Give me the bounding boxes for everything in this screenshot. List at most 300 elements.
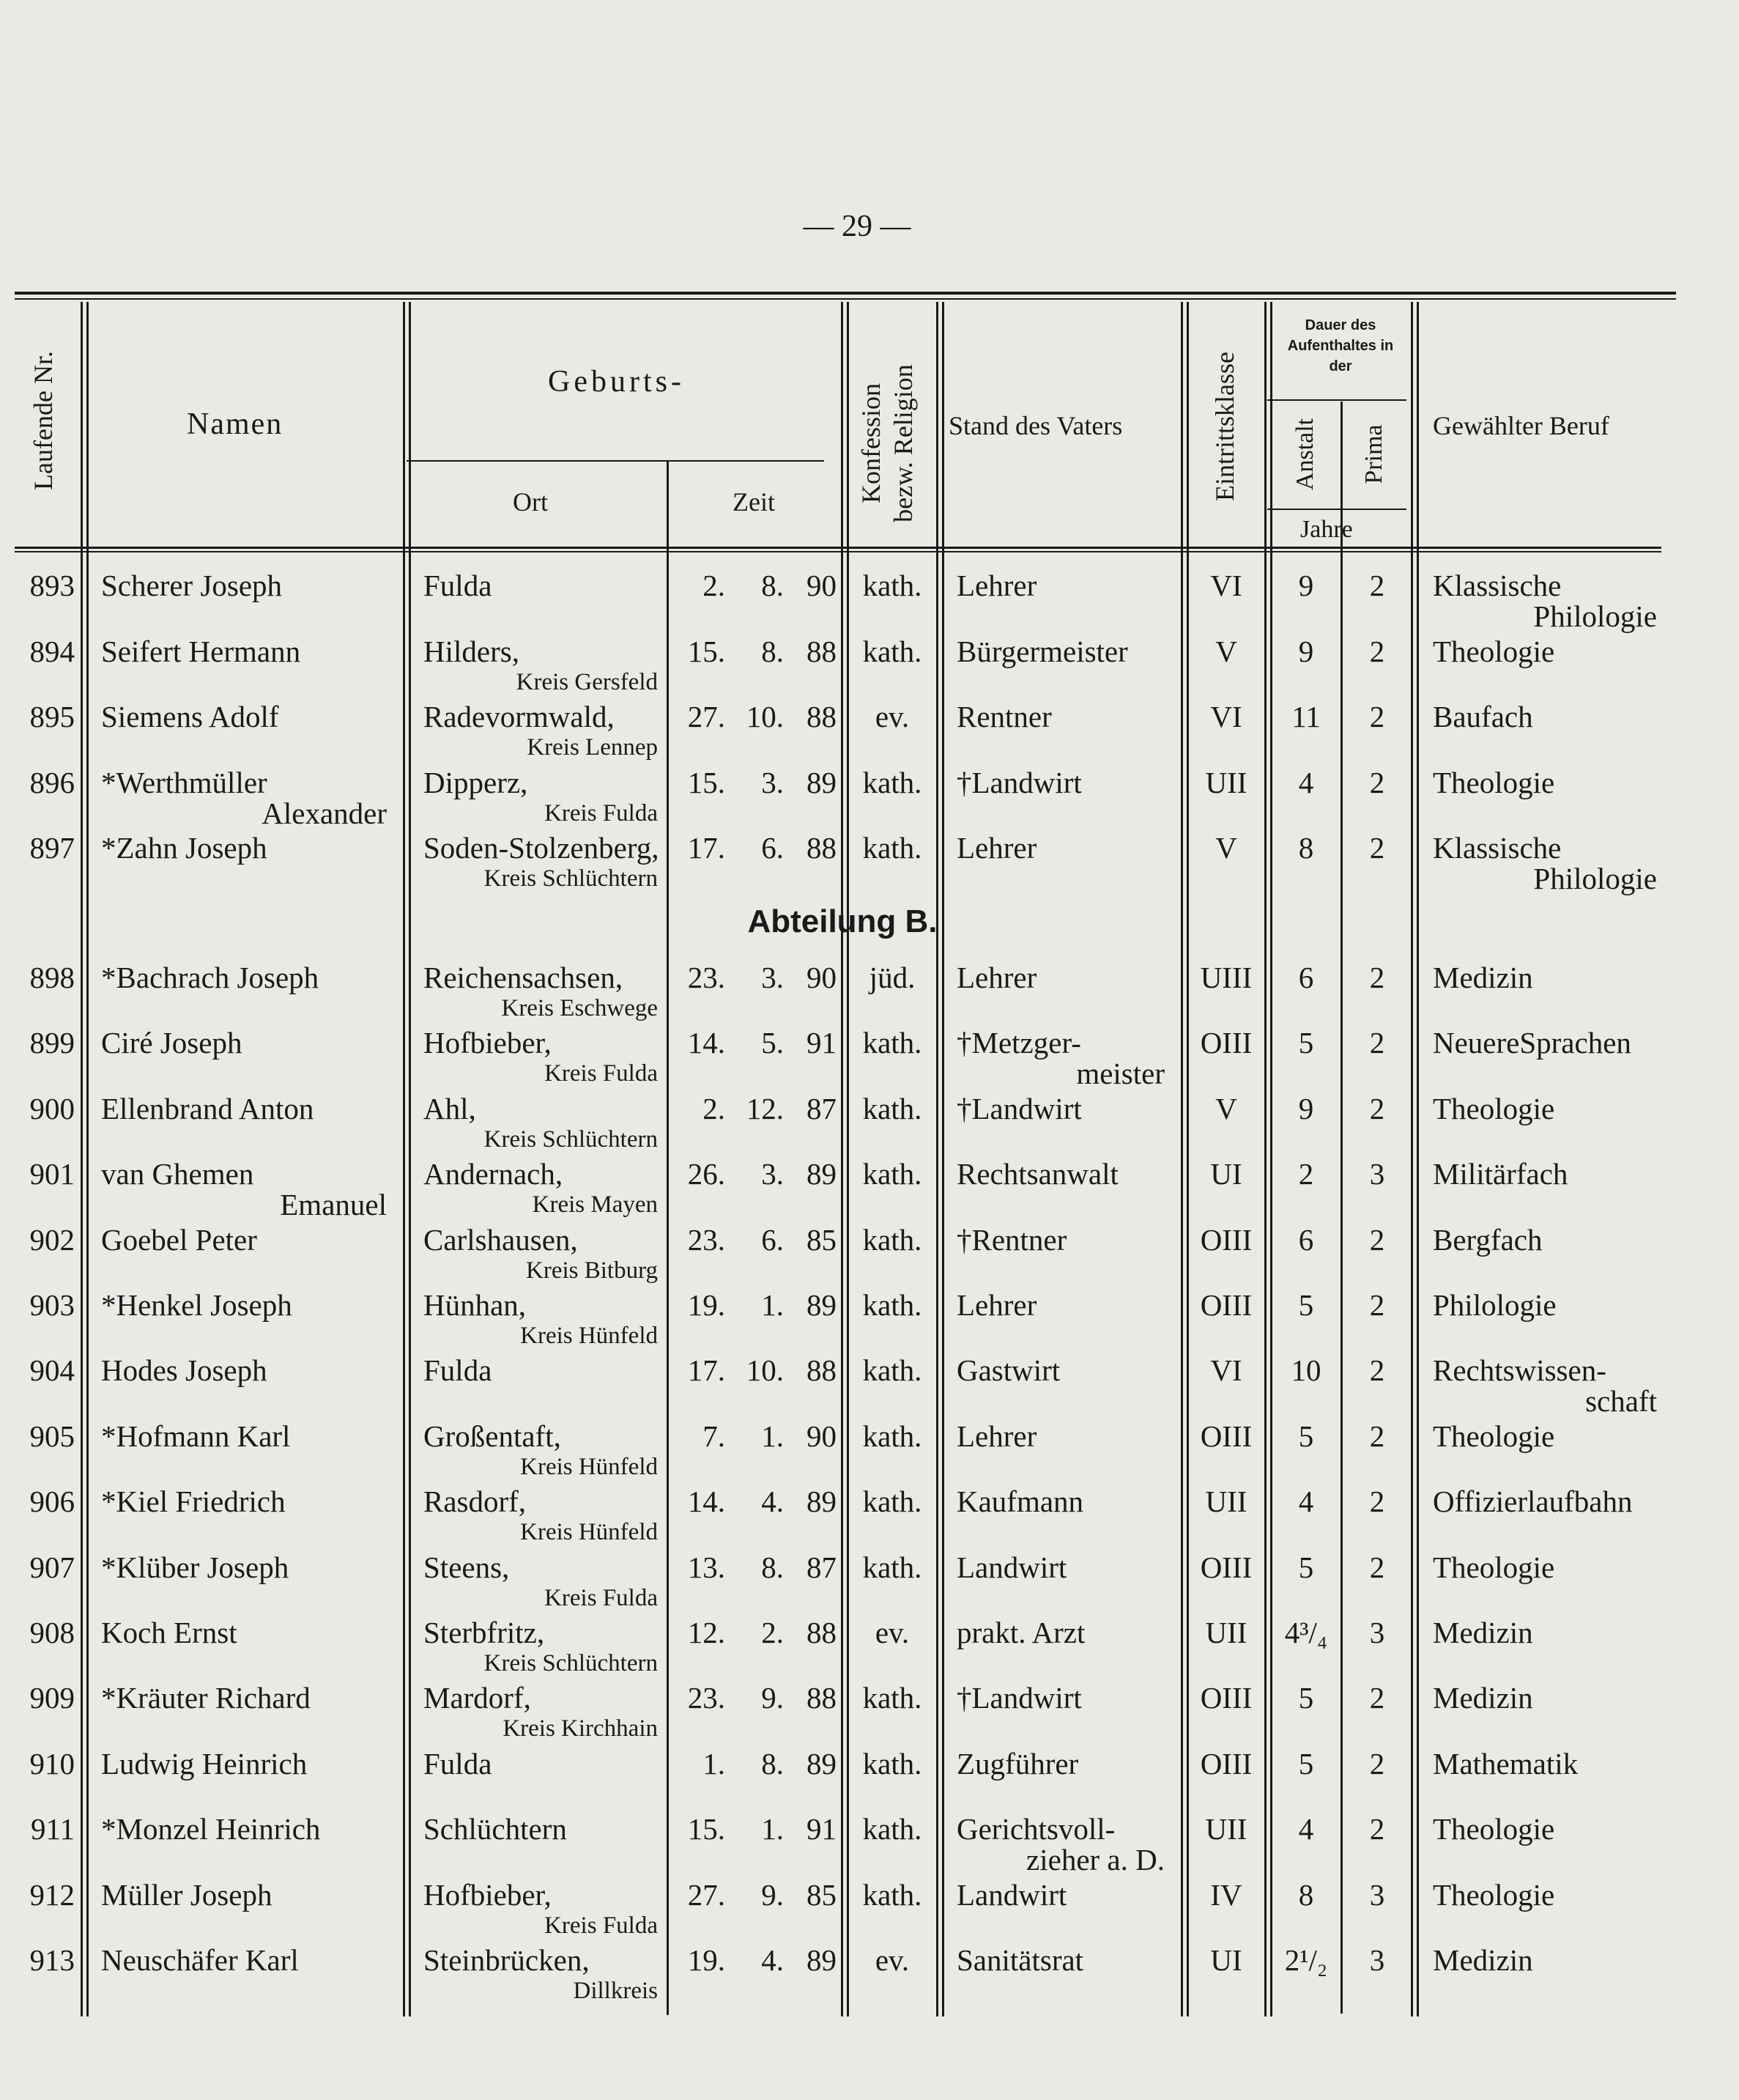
row-beruf: Bergfach: [1433, 1222, 1543, 1257]
row-year: 85: [807, 1222, 837, 1257]
row-konfession: kath.: [862, 1288, 922, 1322]
row-ort: Radevormwald,: [423, 700, 615, 733]
row-anstalt: 8: [1298, 1877, 1314, 1912]
header-konfession: [855, 337, 921, 550]
row-ort: Fulda: [423, 1746, 492, 1781]
row-day: 2.: [702, 1091, 725, 1125]
row-stand: Rentner: [957, 700, 1052, 733]
row-anstalt: 2¹/₂: [1284, 1943, 1328, 1977]
row-konfession: kath.: [862, 1353, 922, 1388]
row-konfession: kath.: [862, 1746, 922, 1781]
col-line: [936, 302, 938, 2016]
row-name: *Kiel Friedrich: [101, 1485, 286, 1519]
row-month: 4.: [761, 1943, 784, 1977]
row-ort: Carlshausen,: [423, 1222, 578, 1257]
row-anstalt: 9: [1298, 569, 1314, 602]
row-year: 91: [807, 1812, 837, 1846]
row-anstalt: 6: [1298, 1222, 1314, 1257]
row-ort: Dipperz,: [423, 765, 528, 799]
row-year: 90: [807, 569, 837, 602]
row-stand-cont: zieher a. D.: [1026, 1843, 1165, 1877]
row-day: 1.: [702, 1746, 725, 1781]
row-beruf: Militärfach: [1433, 1157, 1568, 1191]
header-stand: Stand des Vaters: [949, 411, 1123, 440]
row-beruf: Theologie: [1433, 1091, 1555, 1125]
row-klasse: V: [1215, 831, 1237, 865]
row-prima: 2: [1369, 961, 1385, 994]
row-name: Ludwig Heinrich: [101, 1746, 308, 1781]
row-name: Ellenbrand Anton: [101, 1091, 314, 1125]
row-stand: Sanitätsrat: [957, 1943, 1084, 1977]
row-month: 8.: [761, 569, 784, 602]
row-day: 13.: [687, 1550, 725, 1584]
top-rule-thin: [15, 298, 1676, 300]
row-konfession: kath.: [862, 1877, 922, 1912]
row-stand: prakt. Arzt: [957, 1616, 1086, 1649]
row-beruf: Theologie: [1433, 1812, 1555, 1846]
row-konfession: kath.: [862, 1681, 922, 1715]
row-ort: Soden-Stolzenberg,: [423, 831, 659, 865]
konfession-label: Konfession bezw. Religion: [856, 364, 918, 522]
row-ort: Hünhan,: [423, 1288, 527, 1322]
row-ort: Steens,: [423, 1550, 510, 1584]
row-beruf: Klassische: [1433, 831, 1562, 865]
row-beruf: Medizin: [1433, 1681, 1533, 1715]
row-beruf: Theologie: [1433, 634, 1555, 668]
row-beruf: Medizin: [1433, 1616, 1533, 1649]
row-kreis: Kreis Fulda: [544, 1912, 658, 1939]
row-beruf-cont: Philologie: [1533, 862, 1657, 895]
row-year: 88: [807, 1681, 837, 1715]
row-kreis: Kreis Fulda: [544, 1584, 658, 1611]
row-stand: Zugführer: [957, 1746, 1079, 1781]
row-nr: 907: [29, 1550, 75, 1584]
row-beruf: Theologie: [1433, 1877, 1555, 1912]
row-kreis: Kreis Hünfeld: [520, 1323, 658, 1349]
row-prima: 2: [1369, 831, 1385, 865]
row-anstalt: 4³/₄: [1284, 1616, 1328, 1649]
row-klasse: VI: [1210, 569, 1242, 602]
row-stand-cont: meister: [1076, 1057, 1165, 1091]
row-name: *Bachrach Joseph: [101, 961, 319, 994]
row-prima: 2: [1369, 569, 1385, 602]
row-nr: 898: [29, 961, 75, 994]
row-kreis: Kreis Schlüchtern: [483, 1125, 658, 1153]
row-month: 9.: [761, 1681, 784, 1715]
row-ort: Sterbfritz,: [423, 1616, 545, 1649]
row-year: 89: [807, 1746, 837, 1781]
row-stand: Landwirt: [957, 1550, 1067, 1584]
row-anstalt: 10: [1291, 1353, 1321, 1388]
row-nr: 903: [29, 1288, 75, 1322]
row-name: *Kräuter Richard: [101, 1681, 311, 1715]
row-beruf: Theologie: [1433, 765, 1555, 799]
row-name: Seifert Hermann: [101, 634, 301, 668]
row-anstalt: 5: [1298, 1419, 1314, 1453]
row-nr: 906: [29, 1485, 75, 1519]
row-konfession: kath.: [862, 569, 922, 602]
header-anstalt: Anstalt: [1291, 418, 1319, 491]
row-kreis: Kreis Hünfeld: [520, 1453, 658, 1480]
top-rule: [15, 292, 1676, 295]
row-ort: Andernach,: [423, 1157, 563, 1191]
row-day: 27.: [687, 1877, 725, 1912]
row-konfession: ev.: [875, 1616, 910, 1649]
row-day: 15.: [687, 634, 725, 668]
col-line: [403, 302, 405, 2016]
row-nr: 905: [29, 1419, 75, 1453]
header-prima: Prima: [1360, 424, 1387, 484]
row-prima: 2: [1369, 1222, 1385, 1257]
row-konfession: kath.: [862, 1222, 922, 1257]
row-nr: 904: [29, 1353, 75, 1388]
row-nr: 896: [29, 765, 75, 799]
row-day: 23.: [687, 961, 725, 994]
col-line: [1264, 302, 1267, 2016]
col-line: [409, 302, 411, 2016]
row-klasse: OIII: [1200, 1681, 1253, 1715]
row-kreis: Kreis Schlüchtern: [483, 1650, 658, 1676]
row-prima: 2: [1369, 1550, 1385, 1584]
row-stand: †Landwirt: [957, 1681, 1082, 1715]
row-year: 89: [807, 765, 837, 799]
row-beruf: NeuereSprachen: [1433, 1026, 1631, 1060]
row-anstalt: 11: [1291, 700, 1321, 733]
row-year: 91: [807, 1026, 837, 1060]
row-stand: Gerichtsvoll-: [957, 1812, 1116, 1846]
row-klasse: VI: [1210, 700, 1242, 733]
row-konfession: kath.: [862, 1550, 922, 1584]
header-zeit: Zeit: [733, 487, 775, 517]
row-beruf-cont: schaft: [1585, 1384, 1657, 1419]
row-klasse: OIII: [1200, 1550, 1253, 1584]
page-number: — 29 —: [803, 210, 911, 243]
row-beruf: Philologie: [1433, 1288, 1557, 1322]
row-day: 14.: [687, 1026, 725, 1060]
row-day: 17.: [687, 1353, 725, 1388]
row-klasse: UII: [1205, 1616, 1247, 1649]
row-anstalt: 5: [1298, 1746, 1314, 1781]
row-ort: Schlüchtern: [423, 1812, 567, 1846]
row-name: Ciré Joseph: [101, 1026, 242, 1060]
row-month: 4.: [761, 1485, 784, 1519]
row-name-cont: Alexander: [262, 796, 387, 830]
row-name: Siemens Adolf: [101, 700, 279, 733]
header-eintrittsklasse: Eintrittsklasse: [1210, 352, 1239, 501]
row-day: 26.: [687, 1157, 725, 1191]
row-ort: Mardorf,: [423, 1681, 531, 1715]
row-anstalt: 5: [1298, 1026, 1314, 1060]
row-month: 5.: [761, 1026, 784, 1060]
row-year: 89: [807, 1943, 837, 1977]
row-prima: 3: [1369, 1877, 1385, 1912]
row-stand: Lehrer: [957, 1419, 1037, 1453]
row-beruf: Medizin: [1433, 1943, 1533, 1977]
row-year: 89: [807, 1485, 837, 1519]
row-nr: 895: [29, 700, 75, 733]
row-nr: 902: [29, 1222, 75, 1257]
row-stand: Bürgermeister: [957, 634, 1128, 668]
row-kreis: Kreis Hünfeld: [520, 1519, 658, 1546]
col-line: [942, 302, 944, 2016]
row-year: 89: [807, 1157, 837, 1191]
row-prima: 2: [1369, 1353, 1385, 1388]
row-nr: 909: [29, 1681, 75, 1715]
row-prima: 2: [1369, 1812, 1385, 1846]
row-anstalt: 8: [1298, 831, 1314, 865]
row-beruf: Offizierlaufbahn: [1433, 1485, 1633, 1519]
header-beruf: Gewählter Beruf: [1433, 411, 1609, 440]
row-klasse: OIII: [1200, 1746, 1253, 1781]
row-kreis: Kreis Bitburg: [526, 1257, 658, 1284]
row-month: 3.: [761, 765, 784, 799]
row-prima: 2: [1369, 1746, 1385, 1781]
row-nr: 913: [29, 1943, 75, 1977]
row-day: 19.: [687, 1943, 725, 1977]
row-stand: Lehrer: [957, 569, 1037, 602]
row-day: 12.: [687, 1616, 725, 1649]
row-nr: 900: [29, 1091, 75, 1125]
row-konfession: jüd.: [869, 961, 916, 994]
row-prima: 3: [1369, 1616, 1385, 1649]
row-konfession: kath.: [862, 1485, 922, 1519]
row-konfession: ev.: [875, 700, 910, 733]
col-line: [86, 302, 89, 2016]
row-beruf: Mathematik: [1433, 1746, 1579, 1781]
row-day: 7.: [702, 1419, 725, 1453]
row-klasse: UII: [1205, 765, 1247, 799]
row-stand: Gastwirt: [957, 1353, 1061, 1388]
row-konfession: ev.: [875, 1943, 910, 1977]
row-prima: 3: [1369, 1943, 1385, 1977]
row-ort: Reichensachsen,: [423, 961, 623, 994]
row-ort: Hofbieber,: [423, 1877, 552, 1912]
row-kreis: Kreis Fulda: [544, 1060, 658, 1087]
header-jahre: Jahre: [1300, 516, 1353, 543]
header-namen: Namen: [187, 407, 283, 441]
row-name: *Monzel Heinrich: [101, 1812, 321, 1846]
row-anstalt: 9: [1298, 1091, 1314, 1125]
row-prima: 2: [1369, 634, 1385, 668]
row-kreis: Dillkreis: [573, 1978, 658, 2004]
row-name: Hodes Joseph: [101, 1353, 267, 1388]
row-beruf: Baufach: [1433, 700, 1533, 733]
row-anstalt: 4: [1298, 1485, 1314, 1519]
row-kreis: Kreis Eschwege: [501, 995, 658, 1021]
row-beruf-cont: Philologie: [1533, 599, 1657, 633]
row-konfession: kath.: [862, 1157, 922, 1191]
row-name: *Hofmann Karl: [101, 1419, 291, 1453]
row-anstalt: 5: [1298, 1550, 1314, 1584]
row-beruf: Theologie: [1433, 1419, 1555, 1453]
row-konfession: kath.: [862, 765, 922, 799]
row-ort: Hilders,: [423, 634, 519, 668]
row-year: 88: [807, 634, 837, 668]
row-klasse: UI: [1210, 1157, 1242, 1191]
row-konfession: kath.: [862, 831, 922, 865]
row-month: 10.: [746, 1353, 784, 1388]
row-ort: Großentaft,: [423, 1419, 561, 1453]
row-year: 89: [807, 1288, 837, 1322]
row-nr: 908: [29, 1616, 75, 1649]
col-line: [81, 302, 83, 2016]
row-stand: Rechtsanwalt: [957, 1157, 1119, 1191]
row-nr: 912: [29, 1877, 75, 1912]
row-day: 27.: [687, 700, 725, 733]
row-klasse: V: [1215, 634, 1237, 668]
row-ort: Ahl,: [423, 1091, 476, 1125]
row-year: 85: [807, 1877, 837, 1912]
row-ort: Rasdorf,: [423, 1485, 527, 1519]
row-name: *Klüber Joseph: [101, 1550, 289, 1584]
row-prima: 2: [1369, 1681, 1385, 1715]
row-prima: 2: [1369, 1419, 1385, 1453]
row-day: 17.: [687, 831, 725, 865]
row-name-cont: Emanuel: [280, 1188, 387, 1222]
row-konfession: kath.: [862, 634, 922, 668]
row-day: 19.: [687, 1288, 725, 1322]
row-stand: Kaufmann: [957, 1485, 1084, 1519]
row-month: 8.: [761, 634, 784, 668]
dauer-sub-rule: [1267, 399, 1406, 401]
row-name: *Werthmüller: [101, 765, 267, 799]
row-stand: Lehrer: [957, 961, 1037, 994]
row-stand: †Landwirt: [957, 1091, 1082, 1125]
row-klasse: OIII: [1200, 1222, 1253, 1257]
row-anstalt: 5: [1298, 1288, 1314, 1322]
row-day: 23.: [687, 1222, 725, 1257]
row-year: 90: [807, 961, 837, 994]
row-day: 2.: [702, 569, 725, 602]
row-beruf: Theologie: [1433, 1550, 1555, 1584]
row-prima: 2: [1369, 1091, 1385, 1125]
row-year: 88: [807, 831, 837, 865]
header-dauer: [1275, 315, 1406, 377]
row-beruf: Medizin: [1433, 961, 1533, 994]
col-line: [1341, 402, 1343, 2014]
row-klasse: V: [1215, 1091, 1237, 1125]
row-nr: 911: [31, 1812, 75, 1846]
row-name: Goebel Peter: [101, 1222, 257, 1257]
row-nr: 899: [29, 1026, 75, 1060]
row-konfession: kath.: [862, 1026, 922, 1060]
row-name: Scherer Joseph: [101, 569, 283, 602]
row-month: 8.: [761, 1746, 784, 1781]
row-anstalt: 5: [1298, 1681, 1314, 1715]
row-klasse: IV: [1210, 1877, 1242, 1912]
row-kreis: Kreis Schlüchtern: [483, 865, 658, 892]
header-ort: Ort: [513, 487, 548, 517]
row-ort: Fulda: [423, 569, 492, 602]
row-beruf: Rechtswissen-: [1433, 1353, 1606, 1388]
row-konfession: kath.: [862, 1812, 922, 1846]
row-kreis: Kreis Fulda: [544, 799, 658, 827]
row-anstalt: 9: [1298, 634, 1314, 668]
row-name: Koch Ernst: [101, 1616, 237, 1649]
row-month: 6.: [761, 1222, 784, 1257]
row-beruf: Klassische: [1433, 569, 1562, 602]
row-anstalt: 4: [1298, 765, 1314, 799]
row-klasse: OIII: [1200, 1419, 1253, 1453]
col-line: [1417, 302, 1419, 2016]
row-kreis: Kreis Gersfeld: [516, 668, 658, 695]
row-month: 1.: [761, 1419, 784, 1453]
header-rule: [15, 547, 1661, 549]
row-anstalt: 6: [1298, 961, 1314, 994]
row-klasse: UII: [1205, 1485, 1247, 1519]
row-prima: 2: [1369, 700, 1385, 733]
col-line: [1181, 302, 1183, 2016]
row-nr: 894: [29, 634, 75, 668]
row-month: 10.: [746, 700, 784, 733]
row-stand: †Rentner: [957, 1222, 1067, 1257]
row-name: van Ghemen: [101, 1157, 254, 1191]
row-month: 1.: [761, 1812, 784, 1846]
row-klasse: VI: [1210, 1353, 1242, 1388]
col-line: [847, 302, 849, 2016]
row-year: 87: [807, 1091, 837, 1125]
row-kreis: Kreis Mayen: [532, 1191, 658, 1219]
row-ort: Fulda: [423, 1353, 492, 1388]
row-month: 3.: [761, 961, 784, 994]
col-line: [1411, 302, 1413, 2016]
row-stand: Lehrer: [957, 1288, 1037, 1322]
row-month: 6.: [761, 831, 784, 865]
row-month: 9.: [761, 1877, 784, 1912]
row-klasse: UI: [1210, 1943, 1242, 1977]
header-rule-thin: [15, 551, 1661, 552]
row-klasse: UIII: [1200, 961, 1253, 994]
row-month: 8.: [761, 1550, 784, 1584]
row-klasse: UII: [1205, 1812, 1247, 1846]
row-klasse: OIII: [1200, 1288, 1253, 1322]
row-anstalt: 2: [1298, 1157, 1314, 1191]
jahre-rule: [1267, 509, 1406, 510]
row-name: Müller Joseph: [101, 1877, 272, 1912]
row-konfession: kath.: [862, 1419, 922, 1453]
row-nr: 910: [29, 1746, 75, 1781]
row-day: 14.: [687, 1485, 725, 1519]
row-kreis: Kreis Kirchhain: [503, 1715, 658, 1742]
row-name: *Zahn Joseph: [101, 831, 267, 865]
row-day: 15.: [687, 1812, 725, 1846]
row-nr: 893: [29, 569, 75, 602]
geburts-sub-rule: [407, 460, 824, 462]
row-month: 1.: [761, 1288, 784, 1322]
row-month: 2.: [761, 1616, 784, 1649]
row-klasse: OIII: [1200, 1026, 1253, 1060]
row-day: 23.: [687, 1681, 725, 1715]
row-konfession: kath.: [862, 1091, 922, 1125]
dauer-label: Dauer des Aufenthaltes in der: [1287, 317, 1394, 374]
row-ort: Hofbieber,: [423, 1026, 552, 1060]
row-prima: 2: [1369, 1485, 1385, 1519]
row-month: 12.: [746, 1091, 784, 1125]
row-day: 15.: [687, 765, 725, 799]
header-laufende-nr: Laufende Nr.: [29, 351, 58, 490]
row-year: 88: [807, 1353, 837, 1388]
row-name: *Henkel Joseph: [101, 1288, 292, 1322]
row-prima: 2: [1369, 1026, 1385, 1060]
row-stand: Landwirt: [957, 1877, 1067, 1912]
row-ort: Steinbrücken,: [423, 1943, 590, 1977]
row-year: 87: [807, 1550, 837, 1584]
row-name: Neuschäfer Karl: [101, 1943, 299, 1977]
row-nr: 897: [29, 831, 75, 865]
col-line: [667, 462, 669, 2015]
row-anstalt: 4: [1298, 1812, 1314, 1846]
row-stand: †Metzger-: [957, 1026, 1081, 1060]
